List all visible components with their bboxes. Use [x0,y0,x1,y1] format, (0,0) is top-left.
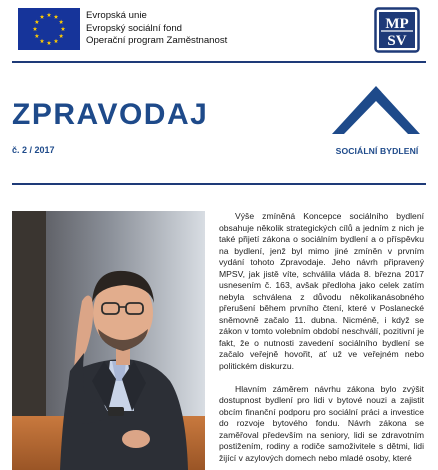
portrait-photo [12,211,205,470]
eu-star [47,13,52,17]
eu-star [47,41,52,45]
eu-star [40,14,45,18]
article-body [219,211,424,464]
eu-star [61,27,66,31]
mpsv-logo-text-1: MP [385,16,409,32]
header-divider [12,61,426,63]
page-header [0,0,438,60]
eu-star [40,39,45,43]
eu-line-1: Evropská unie [86,10,147,21]
eu-star [54,14,59,18]
mpsv-logo-text-2: SV [387,33,407,49]
article-paragraph-1: Výše zmíněná Koncepce sociálního bydlení obsahuje několik strategických cílů a jedním z nich je také přijetí zákona o sociálním bydlení a o příspěvku na bydlení, jenž byl mimo jiné zmíněn v prvním vydání tohoto Zpravodaje. Jeho návrh připravený MPSV, jak jistě víte, schválila vláda 8. března 2017 usnesením č. 163, avšak předloha jako celek zatím nebyla schválena z důvodu několikanásobného přerušení během prvního čtení, které v Poslanecké sněmovně začalo 11. dubna. Nicméně, i když se zákon v tomto volebním období neschválí, pozitivní je fakt, že o nutnosti zavedení sociálního bydlení se začalo veřejně hovořit, ať už ve veřejném nebo politickém diskurzu. [219,211,424,371]
eu-star [54,39,59,43]
brand-name: SOCIÁLNÍ BYDLENÍ [335,146,419,156]
eu-flag-icon [18,8,80,50]
section-divider [12,183,426,185]
eu-star [35,34,40,38]
issue-number: č. 2 / 2017 [12,145,55,155]
eu-line-3: Operační program Zaměstnanost [86,35,228,46]
eu-star [59,20,64,24]
mpsv-logo-icon [374,7,420,53]
eu-line-2: Evropský sociální fond [86,22,182,34]
page-title: ZPRAVODAJ [12,98,209,131]
eu-star [33,27,38,31]
eu-star [59,34,64,38]
eu-funding-text [86,10,227,48]
eu-star [35,20,40,24]
article-paragraph-2: Hlavním záměrem návrhu zákona bylo zvýšit dostupnost bydlení pro lidi v bytové nouzi a zajistit obcím finanční podporu pro sociální práci a investice do rozvoje bytového fondu. Návrh zákona se zaměřoval především na seniory, lidi se zdravotním postižením, rodiny a rodiče samoživitele s dětmi, lidi žijící v azylových domech nebo mladé osoby, které [219,383,424,463]
